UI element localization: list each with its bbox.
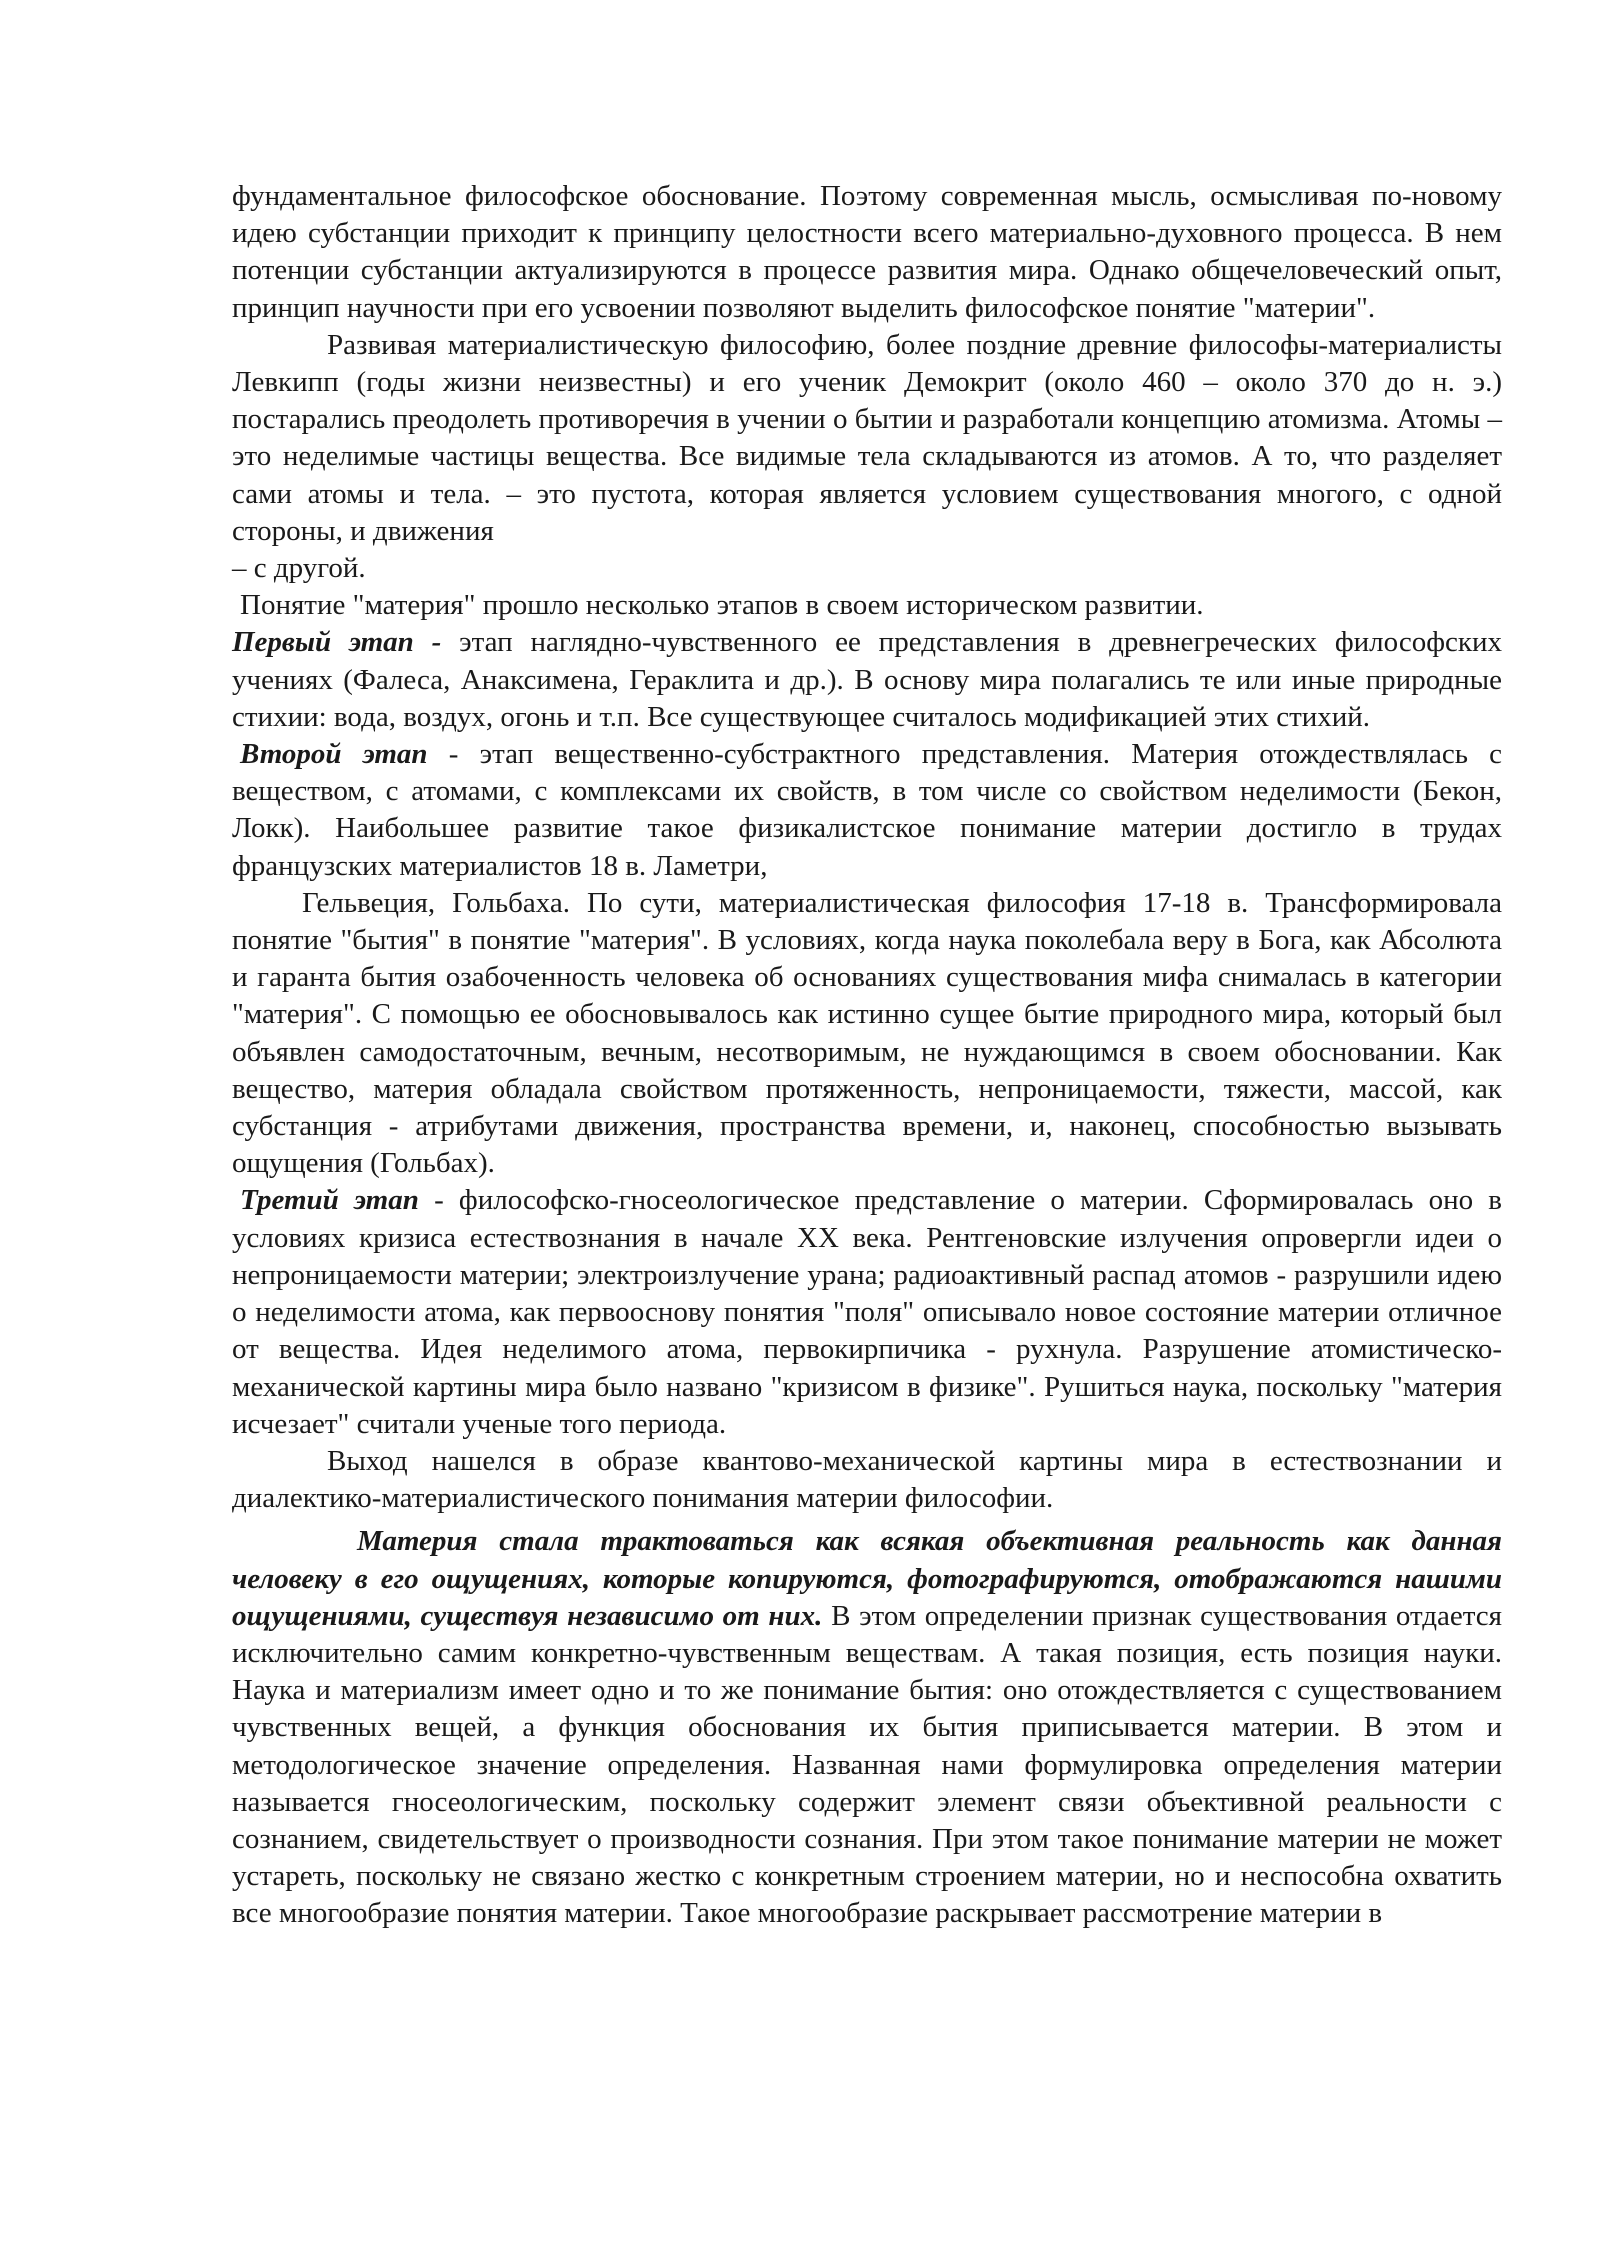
third-stage-label: Третий этап (240, 1184, 419, 1217)
paragraph-materialism-17-18: Гельвеция, Гольбаха. По сути, материалистическая философия 17-18 в. Трансформировала понятие "бытия" в понятие "материя". В условиях, когда наука поколебала веру в Бога, как Абсолюта и гаранта бытия озабоченность человека об основаниях существования мифа снималась в категории "материя". С помощью ее обосновывалось как истинно сущее бытие природного мира, который был объявлен самодостаточным, вечным, несотворимым, не нуждающимся в своем обосновании. Как вещество, материя обладала свойством протяженность, непроницаемости, тяжести, массой, как субстанция - атрибутами движения, пространства времени, и, наконец, способностью вызывать ощущения (Гольбах). (232, 886, 1502, 1180)
paragraph-second-stage (232, 736, 1502, 885)
first-stage-label: Первый этап - (232, 626, 442, 659)
paragraph-first-stage (232, 624, 1502, 736)
paragraph-way-out: Выход нашелся в образе квантово-механической картины мира в естествознании и диалектико-материалистического понимания материи философии. (232, 1444, 1502, 1515)
paragraph-atomism: Развивая материалистическую философию, более поздние древние философы-материалисты Левкипп (годы жизни неизвестны) и его ученик Демокрит (около 460 – около 370 до н. э.) постарались преодолеть противоречия в учении о бытии и разработали концепцию атомизма. Атомы – это неделимые частицы вещества. Все видимые тела складываются из атомов. А то, что разделяет сами атомы и тела. – это пустота, которая является условием существования многого, с одной стороны, и движения (232, 328, 1502, 547)
first-stage-text: этап наглядно-чувственного ее представления в древнегреческих философских учениях (Фалеса, Анаксимена, Гераклита и др.). В основу мира полагались те или иные природные стихии: вода, воздух, огонь и т.п. Все существующее считалось модификацией этих стихий. (232, 626, 1503, 733)
definition-text: В этом определении признак существования отдается исключительно самим конкретно-чувственным веществам. А такая позиция, есть позиция науки. Наука и материализм имеет одно и то же понимание бытия: оно отождествляется с существованием чувственных вещей, а функция обоснования их бытия приписывается материи. В этом и методологическое значение определения. Названная нами формулировка определения материи называется гносеологическим, поскольку содержит элемент связи объективной реальности с сознанием, свидетельствует о производности сознания. При этом такое понимание материи не может устареть, поскольку не связано жестко с конкретным строением материи, но и неспособна охватить все многообразие понятия материи. Такое многообразие раскрывает рассмотрение материи в (232, 1599, 1502, 1930)
paragraph-stages-intro: Понятие "материя" прошло несколько этапов в своем историческом развитии. (240, 589, 1204, 622)
document-page (232, 178, 1502, 1933)
third-stage-text: - философско-гносеологическое представление о материи. Сформировалась оно в условиях кризиса естествознания в начале XX века. Рентгеновские излучения опровергли идеи о непроницаемости материи; электроизлучение урана; радиоактивный распад атомов - разрушили идею о неделимости атома, как первооснову понятия "поля" описывало новое состояние материи отличное от вещества. Идея неделимого атома, первокирпичика - рухнула. Разрушение атомистическо-механической картины мира было названо "кризисом в физике". Рушиться наука, поскольку "материя исчезает" считали ученые того периода. (232, 1184, 1503, 1440)
second-stage-text: - этап вещественно-субстрактного представления. Материя отождествлялась с веществом, с атомами, с комплексами их свойств, в том числе со свойством неделимости (Бекон, Локк). Наибольшее развитие такое физикалистское понимание материи достигло в трудах французских материалистов 18 в. Ламетри, (232, 738, 1503, 882)
second-stage-label: Второй этап (240, 738, 428, 771)
paragraph-substance: фундаментальное философское обоснование. Поэтому современная мысль, осмысливая по-новому идею субстанции приходит к принципу целостности всего материально-духовного процесса. В нем потенции субстанции актуализируются в процессе развития мира. Однако общечеловеческий опыт, принцип научности при его усвоении позволяют выделить философское понятие "материи". (232, 180, 1502, 324)
paragraph-atomism-end: – с другой. (232, 552, 366, 585)
paragraph-third-stage (232, 1182, 1502, 1442)
definition-bold: Материя стала трактоваться как всякая объективная реальность как данная человеку в его ощущениях, которые копируются, фотографируются, отображаются нашими ощущениями, существуя независимо от них. (232, 1525, 1502, 1632)
paragraph-definition (232, 1523, 1502, 1932)
